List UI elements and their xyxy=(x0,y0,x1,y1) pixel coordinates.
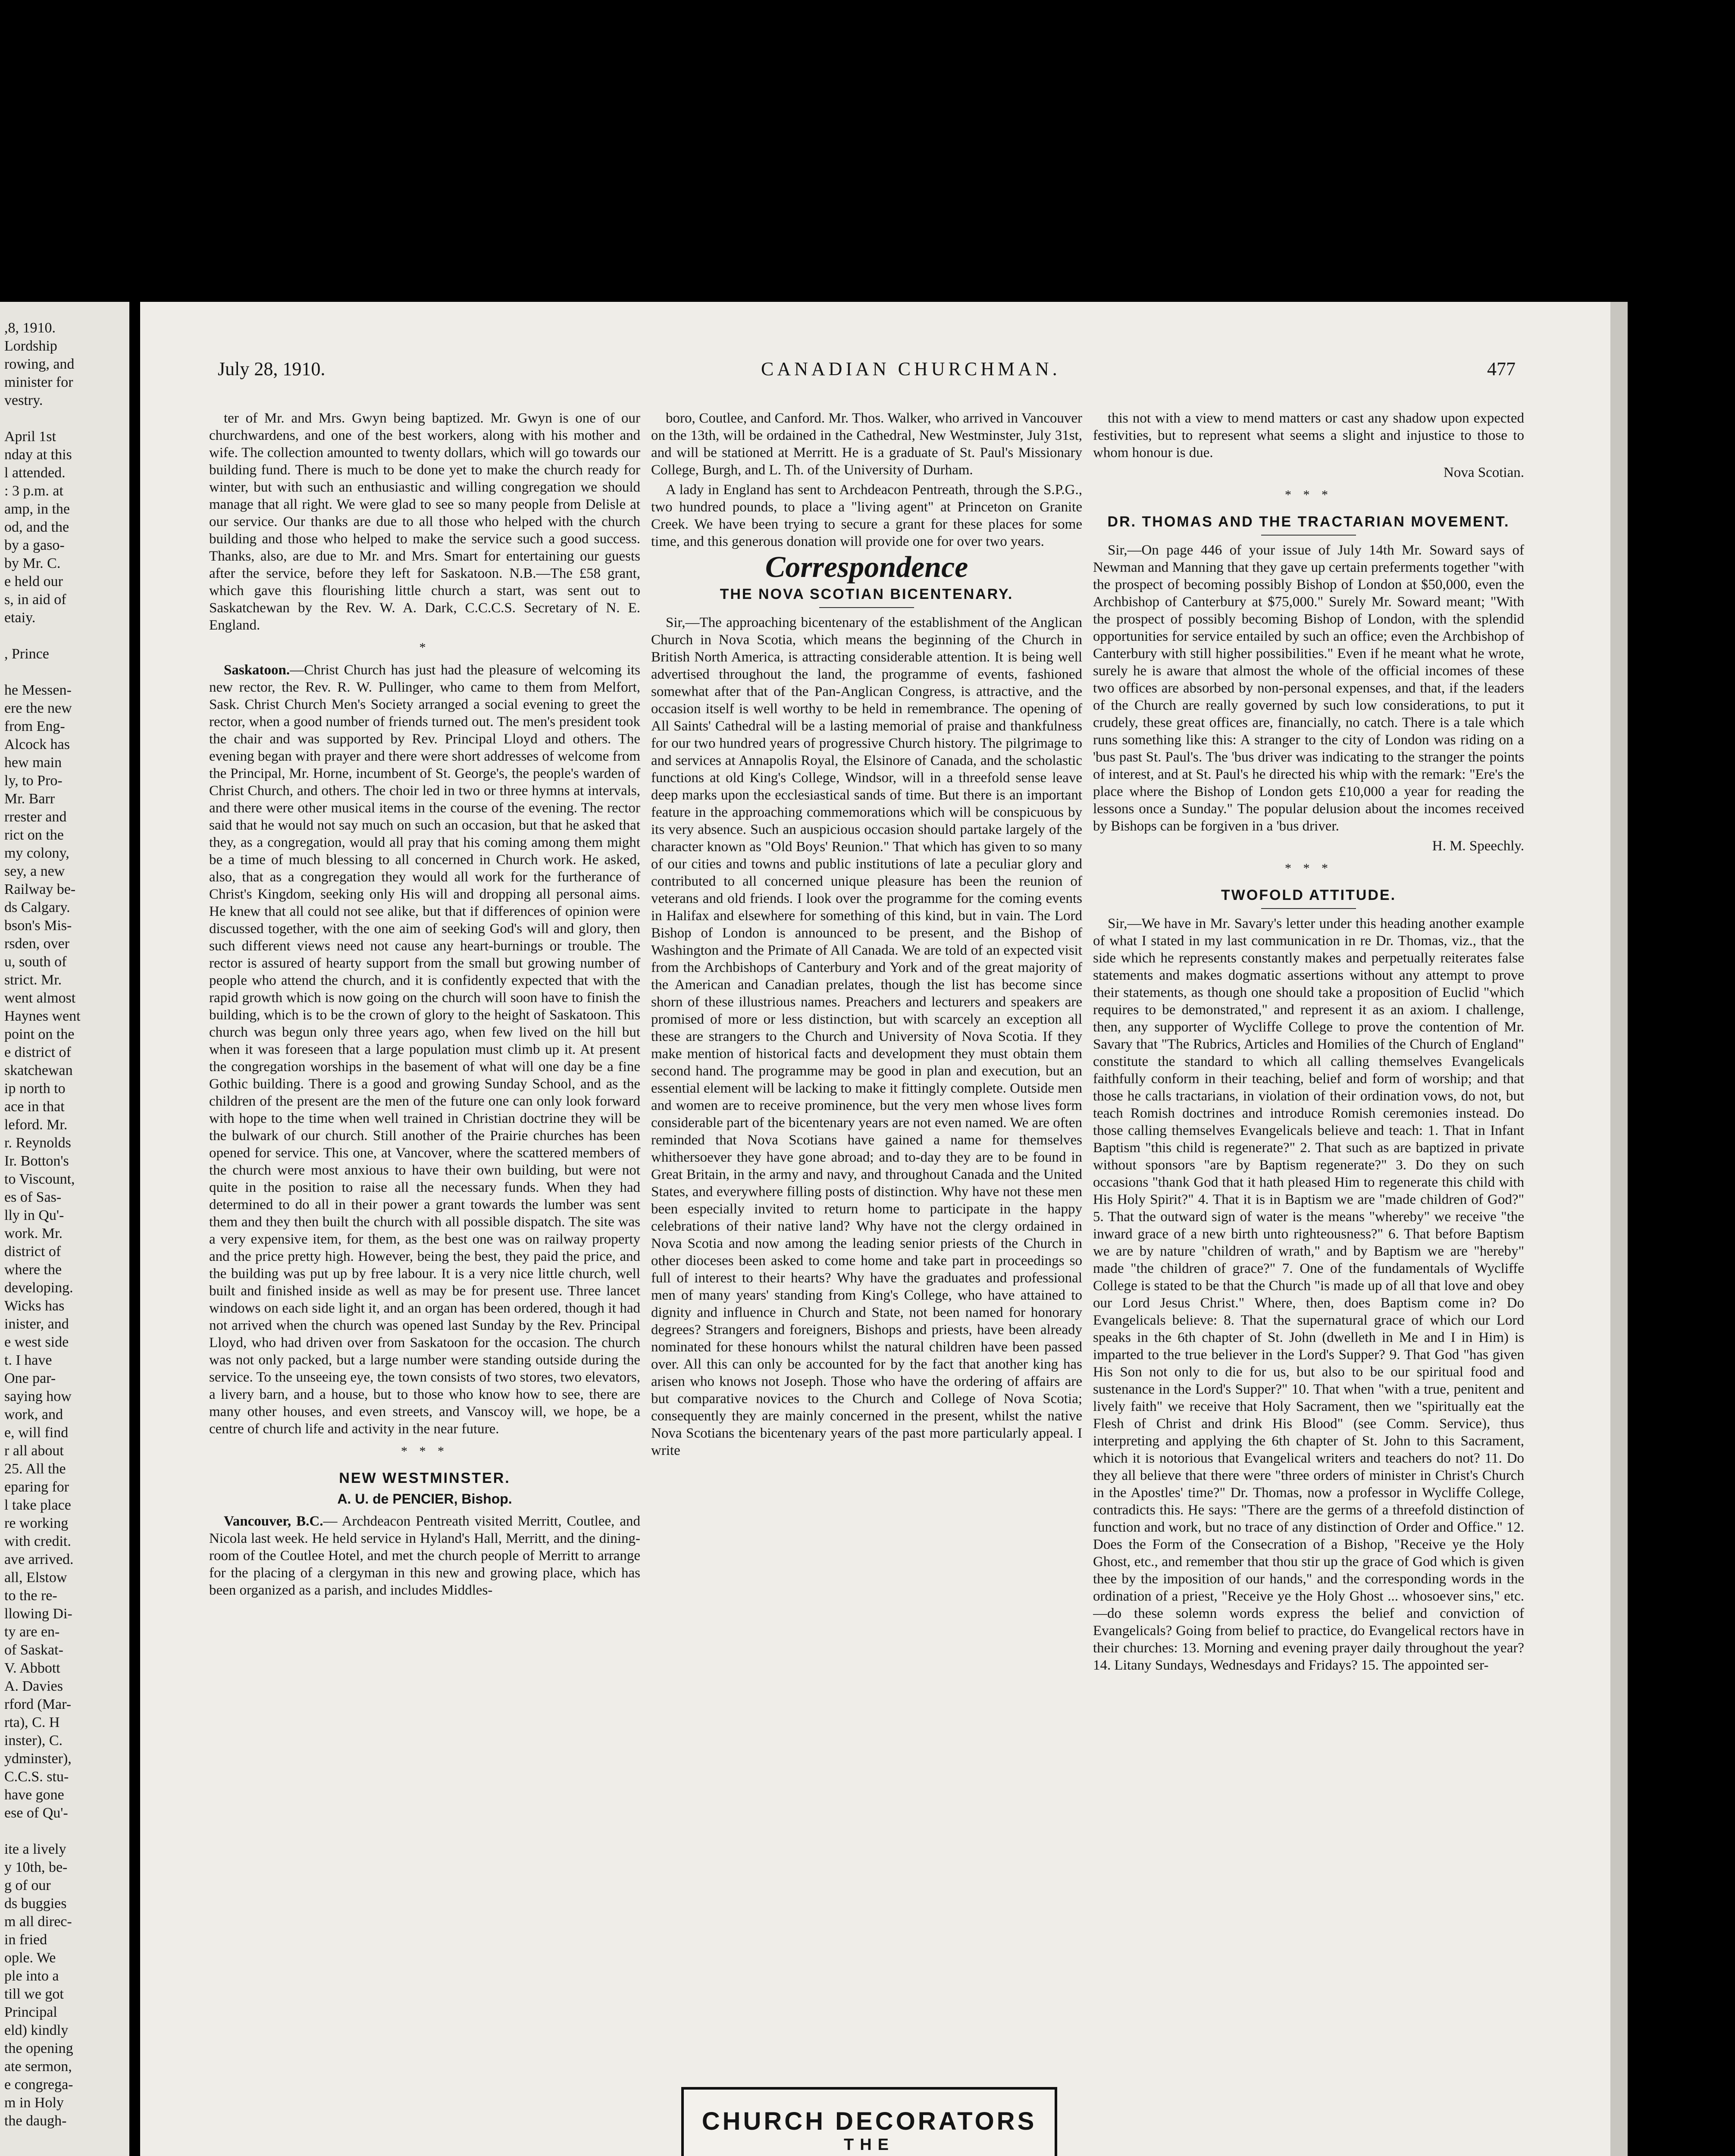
paragraph: A lady in England has sent to Archdeacon Pentreath, through the S.P.G., two hundred pounds, to place a "living agent" at Princeton on Granite Creek. We have been trying to secure a grant for these places for some time, and this generous donation will provide one for over two years. xyxy=(651,482,1082,549)
running-header xyxy=(218,358,1541,388)
paragraph xyxy=(209,1513,640,1599)
column-3 xyxy=(1093,410,1524,2156)
correspondence-title: Correspondence xyxy=(765,551,968,584)
ad-headline: CHURCH DECORATORS xyxy=(702,2107,1037,2135)
advertisement-box xyxy=(681,2087,1057,2156)
paragraph-body: — Archdeacon Pentreath visited Merritt, Coutlee, and Nicola last week. He held service in Hyland's Hall, Merritt, and the dining-room of the Coutlee Hotel, and met the church people of Merritt to arrange for the placing of a clergyman in this new and growing place, which has been organized as a parish, and includes Middles- xyxy=(209,1514,640,1598)
paragraph: Sir,—The approaching bicentenary of the establishment of the Anglican Church in Nova Scotia, which means the beginning of the Church in British North America, is attracting considerable attention. It is being well advertised throughout the land, the programme of events, fashioned somewhat after that of the Pan-Anglican Congress, is attractive, and the occasion itself is well worthy to be held in remembrance. The opening of All Saints' Cathedral will be a lasting memorial of praise and thankfulness for our two hundred years of progressive Church history. The pilgrimage to and services at Annapolis Royal, the Elsinore of Canada, and the scholastic functions at old King's College, Windsor, will in a threefold sense leave deep marks upon the ecclesiastical sands of time. But there is an important feature in the approaching commemorations which will be conspicuous by its very absence. Such an auspicious occasion should partake largely of the character known as "Old Boys' Reunion." That which has given to so many of our cities and towns and public institutions of late a peculiar glory and contributed to all concerned unique pleasure has been the reunion of veterans and old friends. I look over the programme for the coming events in Halifax and elsewhere for something of this kind, but in vain. The Lord Bishop of London is announced to be present, and the Bishop of Washington and the Primate of All Canada. We are told of an expected visit from the Archbishops of Canterbury and York and of the great majority of the American and Canadian prelates, though the list has become since shorn of these illustrious names. Preachers and lecturers and speakers are promised of more or less distinction, but with scarcely an exception all these are strangers to the Church and University of Nova Scotia. If they make mention of historical facts and development they must obtain them second hand. The programme may be good in plan and execution, but an essential element will be lacking to make it fittingly complete. Outside men and women are to receive prominence, but the very men whose lives form considerable part of the bicentenary years are not even named. We are often reminded that Nova Scotians have gained a name for themselves whithersoever they have gone abroad; and to-day they are to be found in Great Britain, in the army and navy, and throughout Canada and the United States, and everywhere filling posts of distinction. Why have not these men been especially invited to return home to participate in the happy celebrations of their native land? Why have not the clergy ordained in Nova Scotia and now among the leading senior priests of the Church in other dioceses been asked to come home and take part in proceedings so full of interest to their hearts? Why have the graduates and professional men of many years' standing from King's College, who have attained to dignity and influence in Church and State, not been named for honorary degrees? Strangers and foreigners, Bishops and priests, have been already nominated for these honours whilst the natural children have been passed over. All this can only be accounted for by the fact that another king has arisen who knows not Joseph. Those who have the ordering of affairs are but comparative novices to the Church and College of Nova Scotia; consequently they are mainly concerned in the present, whilst the native Nova Scotians the bicentenary years of the past more particularly appeal. I write xyxy=(651,615,1082,1458)
letter-heading: DR. THOMAS AND THE TRACTARIAN MOVEMENT. xyxy=(1107,514,1510,530)
letter-heading: THE NOVA SCOTIAN BICENTENARY. xyxy=(720,586,1014,602)
section-ornament: * xyxy=(419,640,430,655)
adjacent-page-text: ,8, 1910. Lordship rowing, and minister for vestry. April 1st nday at this l attended. : 3 p.m. at amp, in the od, and the by a gaso- by Mr. C. e held our s, in aid of etaiy. , Prince he Messen- ere the new from Eng- Alcock has hew main ly, to Pro- Mr. Barr rrester and rict on the my colony, sey, a new Railway be- ds Calgary. bson's Mis- rsden, over u, south of strict. Mr. went almost Haynes went point on the e district of skatchewan ip north to ace in that leford. Mr. r. Reynolds Ir. Botton's to Viscount, es of Sas- lly in Qu'- work. Mr. district of where the developing. Wicks has inister, and e west side t. I have One par- saying how work, and e, will find r all about 25. All the eparing for l take place re working with credit. ave arrived. all, Elstow to the re- llowing Di- ty are en- of Saskat- V. Abbott A. Davies rford (Mar- rta), C. H inster), C. ydminster), C.C.S. stu- have gone ese of Qu'- ite a lively y 10th, be- g of our ds buggies m all direc- in fried ople. We ple into a till we got Principal eld) kindly the opening ate sermon, e congrega- m in Holy the daugh- xyxy=(4,320,81,2129)
divider xyxy=(1261,535,1356,536)
dateline: Vancouver, B.C. xyxy=(224,1514,323,1529)
adjacent-page-fragment xyxy=(0,302,129,2156)
journal-title: CANADIAN CHURCHMAN. xyxy=(761,358,1061,379)
ad-article: THE xyxy=(844,2136,895,2154)
paragraph-body: —Christ Church has just had the pleasure of welcoming its new rector, the Rev. R. W. Pullinger, who came to them from Melfort, Sask. Christ Church Men's Society arranged a social evening to greet the rector, when a good number of friends turned out. The men's president took the chair and was supported by Rev. Principal Lloyd and others. The evening began with prayer and there were short addresses of welcome from the Principal, Mr. Horne, incumbent of St. George's, the people's warden of Christ Church, and others. The choir led in two or three hymns at intervals, and there were other musical items in the course of the evening. The rector said that he would not say much on such an occasion, but that he asked that they, as a congregation, would all pray that his coming among them might be a time of much blessing to all concerned in Church work. He asked, also, that as a congregation they would all work for the furtherance of Christ's Kingdom, seeking only His will and dropping all personal aims. He knew that all could not see alike, but that if differences of opinion were discussed together, with the one aim of seeking God's will and glory, then such different views need not cause any heart-burnings or trouble. The rector is assured of hearty support from the small but growing number of people who attend the church, and it is confidently expected that with the rapid growth which is now going on the church will soon have to finish the building, which is to be the crown of glory to the height of Saskatoon. This church was begun only three years ago, when few lived on the hill but when it was foreseen that a large population must climb up it. At present the congregation worships in the basement of what will one day be a fine Gothic building. There is a good and growing Sunday School, and as the children of the present are the men of the future one can only look forward with hope to the time when well trained in Christian doctrine they will be the bulwark of our church. Still another of the Prairie churches has been opened for service. This one, at Vancover, where the scattered members of the church were most anxious to have their own building, but were not quite in the position to raise all the necessary funds. When they had determined to do all in their power a grant towards the lumber was sent them and they then built the church with all possible dispatch. The site was a very expensive item, for them, as the best one was on railway property and the price pretty high. However, being the best, they paid the price, and the building was put up by free labour. It is a very nice little church, well built and finished inside as well as may be for present use. Three lancet windows on each side light it, and an organ has been ordered, though it had not arrived when the church was opened last Sunday by the Rev. Principal Lloyd, who had driven over from Saskatoon for the occasion. The church was not only packed, but a large number were standing outside during the service. To the unseeing eye, the town consists of two stores, two elevators, a livery barn, and a house, but to those who know how to see, there are many other houses, and even streets, and Vanscoy will, we hope, be a centre of church life and activity in the near future. xyxy=(209,662,640,1437)
diocese-heading: NEW WESTMINSTER. xyxy=(339,1470,510,1486)
paragraph: this not with a view to mend matters or cast any shadow upon expected festivities, but to represent what seems a slight and injustice to those to whom honour is due. xyxy=(1093,411,1524,461)
section-ornament: * * * xyxy=(401,1444,448,1458)
column-1 xyxy=(209,410,640,2156)
letter-heading: TWOFOLD ATTITUDE. xyxy=(1221,887,1397,903)
column-2 xyxy=(651,410,1082,2156)
divider xyxy=(819,607,914,608)
page-edge xyxy=(1610,302,1628,2156)
paragraph: boro, Coutlee, and Canford. Mr. Thos. Walker, who arrived in Vancouver on the 13th, will be ordained in the Cathedral, New Westminster, July 31st, and will be stationed at Merritt. He is a graduate of St. Paul's Missionary College, Burgh, and L. Th. of the University of Durham. xyxy=(651,411,1082,478)
newspaper-page xyxy=(140,302,1610,2156)
section-ornament: * * * xyxy=(1285,861,1332,875)
signature: H. M. Speechly. xyxy=(1432,838,1524,854)
paragraph: Sir,—On page 446 of your issue of July 14th Mr. Soward says of Newman and Manning that they gave up certain preferments together "with the prospect of becoming possibly Bishop of London at $50,000, even the Archbishop of Canterbury at $75,000." Surely Mr. Soward meant; "With the prospect of possibly becoming Bishop of London, with the splendid opportunities for service entailed by such an office; even the Archbishop of Canterbury with still higher possibilities." Even if he meant what he wrote, surely he is aware that almost the whole of the official incomes of these two offices are absorbed by non-personal expenses, and that, if the leaders of the Church are really governed by such low considerations, to put it crudely, these great offices are, financially, no catch. There is a tale which runs something like this: A stranger to the city of London was riding on a 'bus past St. Paul's. The 'bus driver was indicating to the stranger the points of interest, and at St. Paul's he directed his whip with the remark: "Ere's the place where the Bishop of London gets £10,000 a year for reading the lessons once a Sunday." The popular delusion about the incomes received by Bishops can be forgiven in a 'bus driver. xyxy=(1093,542,1524,834)
page-number: 477 xyxy=(1487,358,1516,379)
section-ornament: * * * xyxy=(1285,488,1332,502)
issue-date: July 28, 1910. xyxy=(218,358,326,379)
dateline: Saskatoon. xyxy=(224,662,290,678)
paragraph: Sir,—We have in Mr. Savary's letter under this heading another example of what I stated in my last communication in re Dr. Thomas, viz., that the side which he represents constantly makes and perpetually reiterates false statements and makes dogmatic assertions without any attempt to prove their statements, as though one should take a proposition of Euclid "which requires to be demonstrated," and represent it as an axiom. I challenge, then, any supporter of Wycliffe College to prove the contention of Mr. Savary that "The Rubrics, Articles and Homilies of the Church of England" constitute the standard to which all calling themselves Evangelicals faithfully conform in their teaching, belief and form of worship; and that those he calls tractarians, in violation of their ordination vows, do not, but teach Romish doctrines and introduce Romish ceremonies instead. Do those calling themselves Evangelicals believe and teach: 1. That in Infant Baptism "this child is regenerate?" 2. That such as are baptized in private without sponsors "are by Baptism regenerate?" 3. Do they on such occasions "thank God that it hath pleased Him to regenerate this child with His Holy Spirit?" 4. That it is in Baptism we are "made children of God?" 5. That the outward sign of water is the means "whereby" we receive "the inward grace of a new birth unto righteousness?" 6. That before Baptism we are by nature "children of wrath," and by Baptism we are "hereby" made "the children of grace?" 7. One of the fundamentals of Wycliffe College is stated to be that the Church "is made up of all that love and obey our Lord Jesus Christ." Where, then, does Baptism come in? Do Evangelicals believe: 8. That the supernatural grace of which our Lord speaks in the 6th chapter of St. John (dwelleth in Me and I in Him) is imparted to the true believer in the Lord's Supper? 9. That God "has given His Son not only to die for us, but also to be our spiritual food and sustenance in the Lord's Supper?" 10. That when "with a true, penitent and lively faith" we receive that Holy Sacrament, then we "spiritually eat the Flesh of Christ and drink His Blood" (see Comm. Service), thus interpreting and applying the 6th chapter of St. John to this Sacrament, which it is notorious that Evangelical writers and teachers do not? 11. Do they all believe that there were "three orders of minister in Christ's Church in the Apostles' time?" Dr. Thomas, now a professor in Wycliffe College, contradicts this. He says: "There are the germs of a threefold distinction of function and work, but no trace of any distinction of Order and Office." 12. Does the Form of the Consecration of a Bishop, "Receive ye the Holy Ghost, etc., and remember that thou stir up the grace of God which is given thee by the imposition of our hands," and the corresponding words in the ordination of a priest, "Receive ye the Holy Ghost ... whosoever sins," etc.—do these solemn words express the belief and conviction of Evangelicals? Going from belief to practice, do Evangelical rectors have in their churches: 13. Morning and evening prayer daily throughout the year? 14. Litany Sundays, Wednesdays and Fridays? 15. The appointed ser- xyxy=(1093,916,1524,1673)
signature: Nova Scotian. xyxy=(1444,465,1524,480)
bishop-line: A. U. de PENCIER, Bishop. xyxy=(337,1491,512,1507)
paragraph xyxy=(209,661,640,1438)
paragraph: ter of Mr. and Mrs. Gwyn being baptized. Mr. Gwyn is one of our churchwardens, and one of the best workers, along with his mother and wife. The collection amounted to twenty dollars, which will go towards our building fund. There is much to be done yet to make the church ready for winter, but with such an enthusiastic and willing congregation we should manage that all right. We were glad to see so many people from Delisle at our service. Our thanks are due to all those who helped with the church building and those who helped to make the service such a good success. Thanks, also, are due to Mr. and Mrs. Smart for entertaining our guests after the service, before they left for Saskatoon. N.B.—The £58 grant, which gave this flourishing little church a start, was sent out to Saskatchewan by the Rev. W. A. Dark, C.C.C.S. Secretary of N. E. England. xyxy=(209,411,640,633)
divider xyxy=(1261,908,1356,909)
